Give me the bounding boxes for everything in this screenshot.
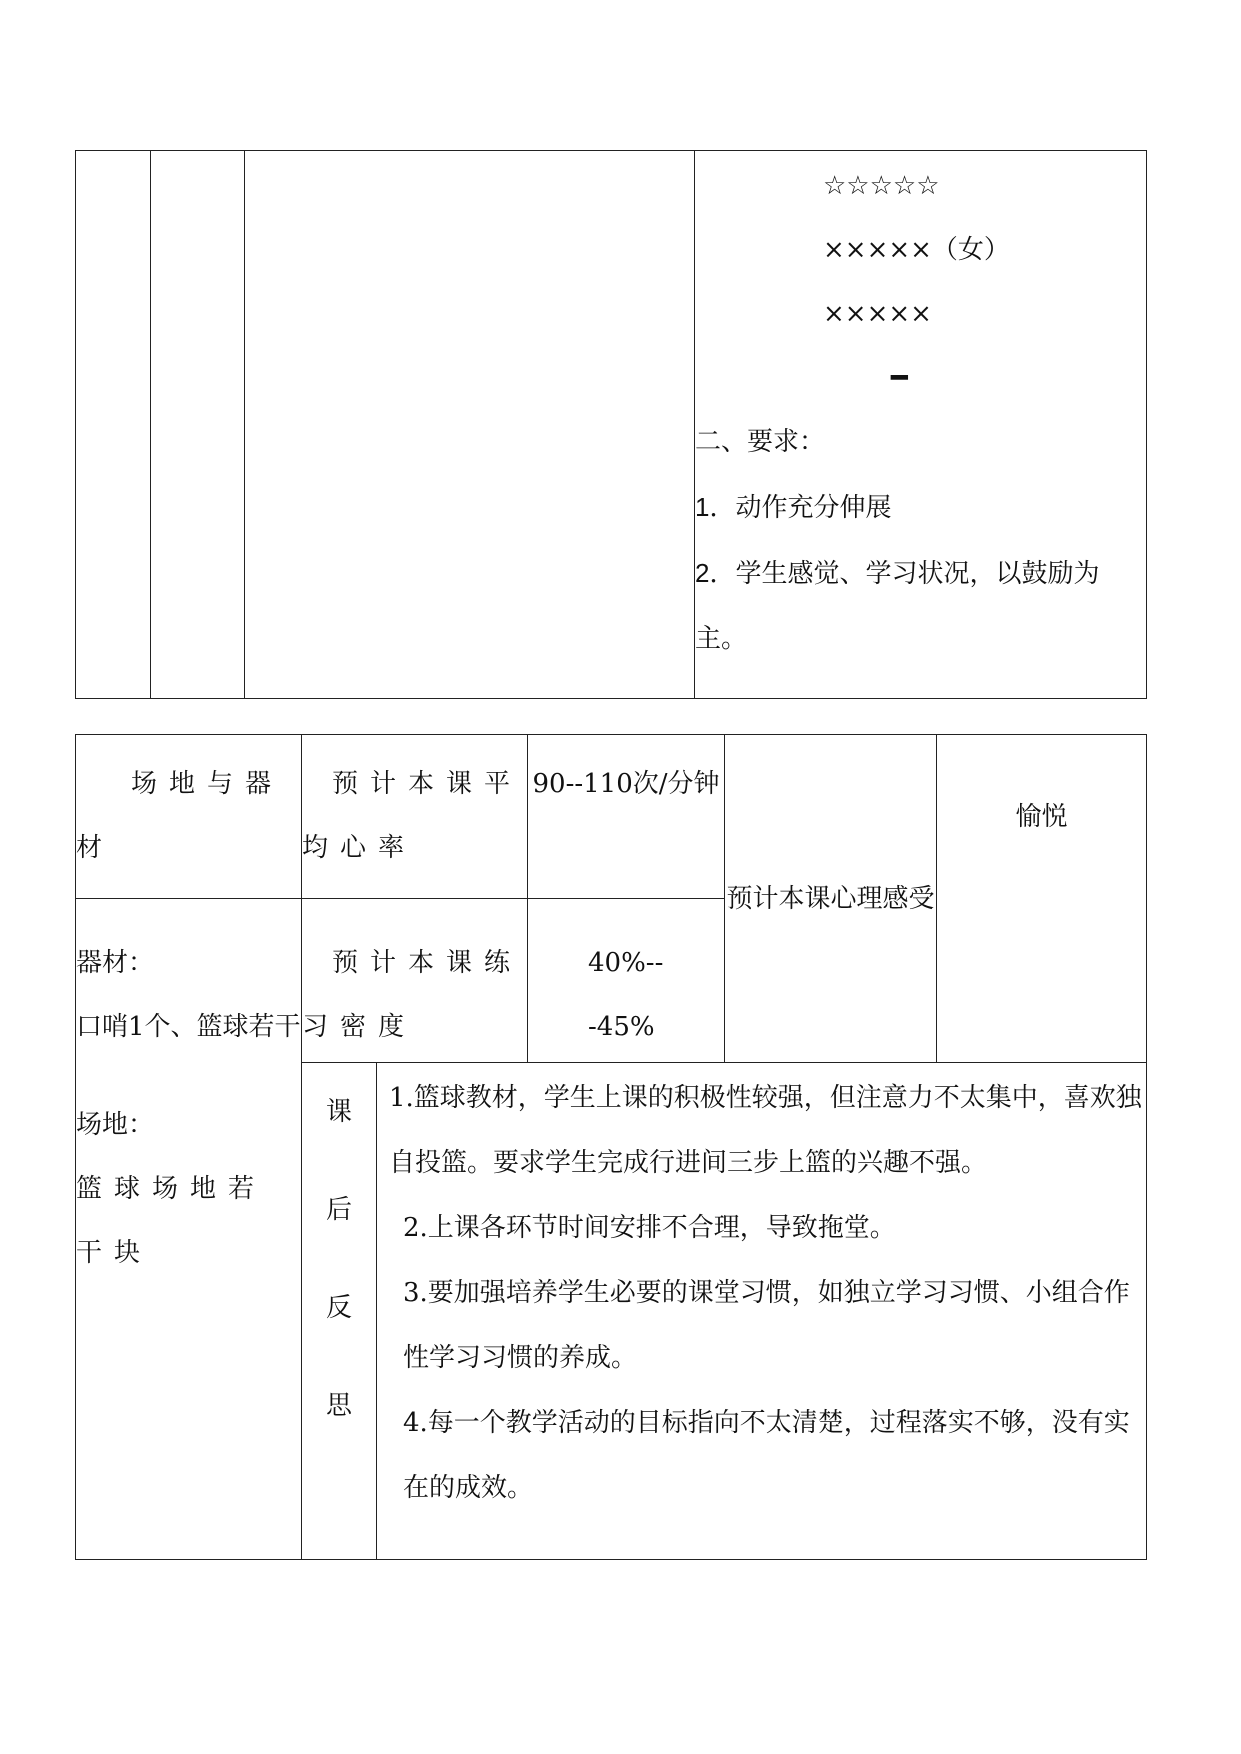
venue-label: 场地： bbox=[76, 1110, 155, 1140]
empty-cell-part bbox=[76, 151, 151, 699]
reflection-char-3: 反 bbox=[325, 1293, 352, 1323]
equipment-value: 口哨1个、篮球若干 bbox=[76, 1012, 301, 1042]
requirement-text-2: 学生感觉、学习状况，以鼓励为主。 bbox=[695, 559, 1100, 654]
summary-row-1 bbox=[76, 735, 1147, 899]
venue-equipment-header: 场地与器材 bbox=[76, 735, 302, 899]
reflection-char-2: 后 bbox=[325, 1195, 352, 1225]
requirements-heading: 二、要求： bbox=[695, 427, 826, 457]
reflection-item-3: 3.要加强培养学生必要的课堂习惯，如独立学习习惯、小组合作性学习习惯的养成。 bbox=[403, 1278, 1130, 1373]
heart-rate-value: 90--110次/分钟 bbox=[528, 735, 725, 899]
reflection-item-2: 2.上课各环节时间安排不合理，导致拖堂。 bbox=[403, 1213, 896, 1243]
lesson-summary-table bbox=[75, 734, 1147, 1560]
practice-density-label: 预计本课练习密度 bbox=[302, 899, 528, 1063]
formation-stars: ☆☆☆☆☆ bbox=[823, 171, 940, 201]
formation-row-male: ××××× bbox=[823, 299, 932, 329]
lesson-plan-continuation-table bbox=[75, 150, 1147, 699]
reflection-item-1: 1.篮球教材，学生上课的积极性较强，但注意力不太集中，喜欢独自投篮。要求学生完成行进间三步上篮的兴趣不强。 bbox=[389, 1083, 1142, 1178]
venue-value: 篮球场地若干块 bbox=[76, 1174, 267, 1268]
post-class-reflection-label bbox=[302, 1063, 377, 1560]
requirement-number-2: 2． bbox=[695, 558, 736, 588]
psych-feeling-label: 预计本课心理感受 bbox=[725, 735, 937, 1063]
reflection-item-4: 4.每一个教学活动的目标指向不太清楚，过程落实不够，没有实在的成效。 bbox=[403, 1408, 1130, 1503]
requirement-text-1: 动作充分伸展 bbox=[735, 493, 892, 523]
requirement-item-1 bbox=[695, 475, 1146, 541]
equipment-label: 器材： bbox=[76, 948, 155, 978]
post-class-reflection-content bbox=[377, 1063, 1147, 1560]
equipment-venue-cell bbox=[76, 899, 302, 1560]
organization-cell bbox=[695, 151, 1147, 699]
heart-rate-label: 预计本课平均心率 bbox=[302, 735, 528, 899]
formation-row-female: ×××××（女） bbox=[823, 235, 1010, 265]
requirement-number-1: 1． bbox=[695, 492, 736, 522]
reflection-char-4: 思 bbox=[325, 1391, 352, 1421]
continuation-row bbox=[76, 151, 1147, 699]
requirement-item-2 bbox=[695, 541, 1146, 672]
empty-cell-content bbox=[245, 151, 695, 699]
reflection-char-1: 课 bbox=[325, 1097, 352, 1127]
empty-cell-time bbox=[151, 151, 245, 699]
teacher-position-mark: ━ bbox=[891, 361, 908, 394]
psych-feeling-value: 愉悦 bbox=[937, 735, 1147, 1063]
practice-density-value: 40%---45% bbox=[528, 899, 725, 1063]
